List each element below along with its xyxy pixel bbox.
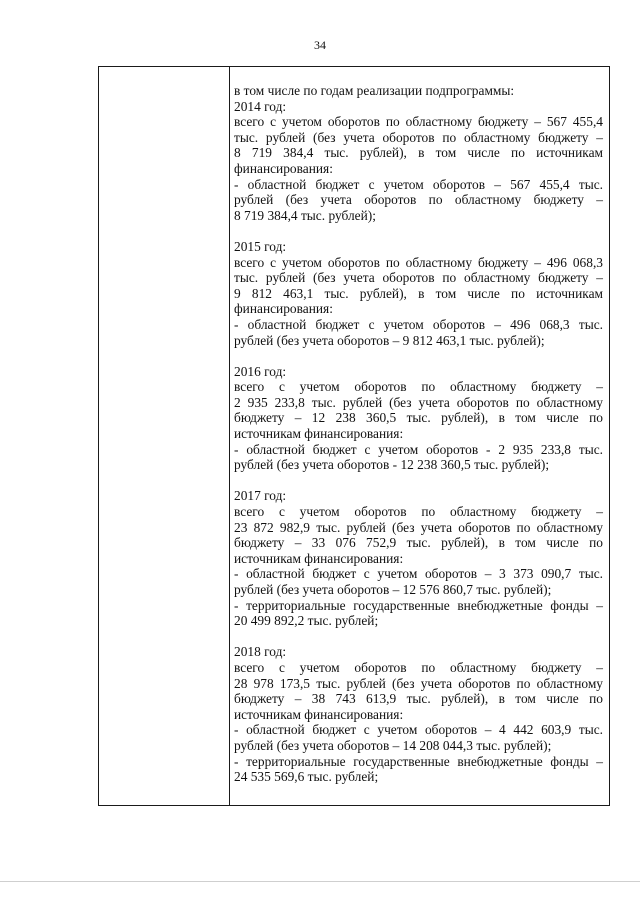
text-line: источникам финансирования:: [234, 706, 404, 722]
paragraph-gap: [234, 473, 603, 489]
year-2018-label: 2018 год:: [234, 644, 287, 660]
text-line: рублей (без учета оборотов – 9 812 463,1 тыс. рублей);: [234, 332, 545, 348]
year-2016-label: 2016 год:: [234, 363, 287, 379]
text-line: всего с учетом оборотов по областному бюджету –: [234, 504, 603, 520]
text-line: бюджету – 33 076 752,9 тыс. рублей), в том числе по: [234, 535, 603, 551]
paragraph-gap: [234, 223, 603, 239]
text-line: - областной бюджет с учетом оборотов – 3 373 090,7 тыс.: [234, 566, 603, 582]
text-line: рублей (без учета оборотов – 12 576 860,7 тыс. рублей);: [234, 582, 552, 597]
text-line: - областной бюджет с учетом оборотов – 4 442 603,9 тыс.: [234, 722, 603, 738]
year-2014-label: 2014 год:: [234, 98, 287, 114]
text-line: бюджету – 38 743 613,9 тыс. рублей), в том числе по: [234, 691, 603, 707]
text-line: 20 499 892,2 тыс. рублей;: [234, 613, 379, 629]
text-line: всего с учетом оборотов по областному бюджету –: [234, 379, 603, 395]
year-2017-block: [234, 488, 603, 628]
year-2015-label: 2015 год:: [234, 238, 287, 254]
text-line: рублей (без учета оборотов - 12 238 360,5 тыс. рублей);: [234, 457, 550, 473]
text-line: источникам финансирования:: [234, 550, 404, 566]
year-2016-block: [234, 364, 603, 473]
text-line: 28 978 173,5 тыс. рублей (без учета оборотов по областному: [234, 675, 603, 691]
year-2015-block: [234, 239, 603, 348]
text-line: 8 719 384,4 тыс. рублей), в том числе по источникам: [234, 145, 603, 161]
text-line: - территориальные государственные внебюджетные фонды –: [234, 597, 603, 613]
intro-text: в том числе по годам реализации подпрограммы:: [234, 83, 515, 98]
text-line: - областной бюджет с учетом оборотов – 496 068,3 тыс.: [234, 316, 603, 332]
table-frame: [98, 66, 610, 806]
page-number: 34: [314, 38, 326, 52]
text-line: 2 935 233,8 тыс. рублей (без учета оборотов по областному: [234, 394, 603, 410]
content-cell: [234, 83, 603, 785]
paragraph-gap: [234, 629, 603, 645]
text-line: источникам финансирования:: [234, 426, 404, 442]
text-line: - областной бюджет с учетом оборотов – 567 455,4 тыс.: [234, 176, 603, 192]
text-line: всего с учетом оборотов по областному бюджету – 567 455,4: [234, 114, 603, 130]
text-line: всего с учетом оборотов по областному бюджету –: [234, 659, 603, 675]
scan-bottom-edge: [0, 881, 640, 882]
text-line: бюджету – 12 238 360,5 тыс. рублей), в том числе по: [234, 410, 603, 426]
text-line: финансирования:: [234, 301, 333, 317]
text-line: всего с учетом оборотов по областному бюджету – 496 068,3: [234, 254, 603, 270]
text-line: - территориальные государственные внебюджетные фонды –: [234, 753, 603, 769]
text-line: 23 872 982,9 тыс. рублей (без учета оборотов по областному: [234, 519, 603, 535]
text-line: - областной бюджет с учетом оборотов - 2 935 233,8 тыс.: [234, 441, 603, 457]
paragraph-gap: [234, 348, 603, 364]
text-line: тыс. рублей (без учета оборотов по областному бюджету –: [234, 129, 603, 145]
year-2014-block: [234, 99, 603, 224]
year-2017-label: 2017 год:: [234, 488, 287, 504]
text-line: 8 719 384,4 тыс. рублей);: [234, 207, 376, 223]
text-line: финансирования:: [234, 160, 333, 176]
text-line: рублей (без учета оборотов – 14 208 044,3 тыс. рублей);: [234, 737, 552, 753]
text-line: тыс. рублей (без учета оборотов по областному бюджету –: [234, 270, 603, 286]
year-2018-block: [234, 644, 603, 784]
text-line: 9 812 463,1 тыс. рублей), в том числе по источникам: [234, 285, 603, 301]
column-divider: [229, 67, 230, 805]
text-line: 24 535 569,6 тыс. рублей;: [234, 769, 379, 785]
text-line: рублей (без учета оборотов по областному бюджету –: [234, 192, 603, 208]
